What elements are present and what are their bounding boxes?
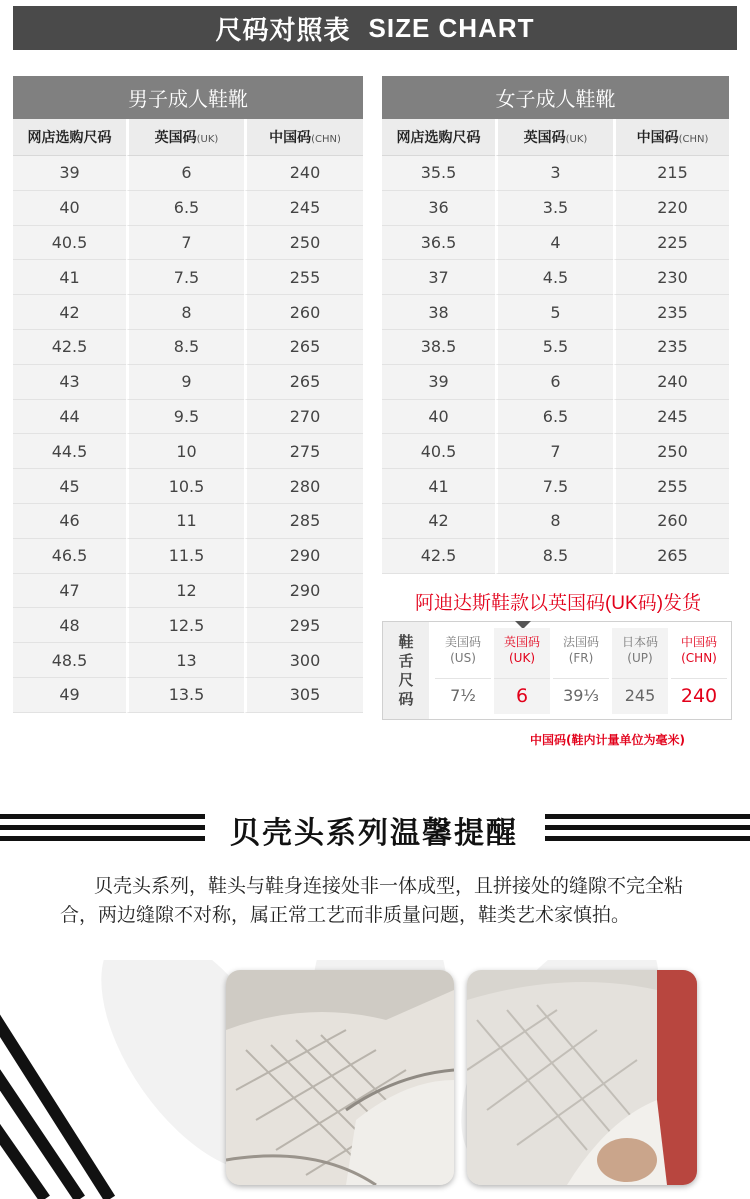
women-size-row xyxy=(382,260,729,295)
uk-size-cell: 3 xyxy=(495,156,613,191)
shop-size-cell: 36.5 xyxy=(382,226,495,261)
men-size-row xyxy=(13,678,363,713)
men-col-uk: 英国码(UK) xyxy=(126,119,244,156)
chn-size-cell: 290 xyxy=(244,539,363,574)
tongue-cell-us: 美国码 (US) 7½ xyxy=(435,628,491,714)
shop-size-cell: 43 xyxy=(13,365,126,400)
shop-size-cell: 42.5 xyxy=(13,330,126,365)
men-size-row xyxy=(13,608,363,643)
shop-size-cell: 46 xyxy=(13,504,126,539)
shell-toe-photo-1 xyxy=(226,970,454,1185)
chn-size-cell: 250 xyxy=(613,434,729,469)
uk-size-cell: 6 xyxy=(495,365,613,400)
men-size-row xyxy=(13,260,363,295)
uk-size-cell: 12 xyxy=(126,574,244,609)
size-chart-banner xyxy=(13,6,737,50)
chn-size-cell: 255 xyxy=(613,469,729,504)
chn-size-cell: 300 xyxy=(244,643,363,678)
women-col-shop: 网店选购尺码 xyxy=(382,119,495,156)
chn-size-cell: 275 xyxy=(244,434,363,469)
uk-size-cell: 7.5 xyxy=(126,260,244,295)
men-table-title: 男子成人鞋靴 xyxy=(13,76,363,119)
chn-size-cell: 270 xyxy=(244,400,363,435)
chn-size-cell: 265 xyxy=(244,330,363,365)
women-size-row xyxy=(382,295,729,330)
uk-size-cell: 8 xyxy=(126,295,244,330)
shop-size-cell: 44.5 xyxy=(13,434,126,469)
uk-size-cell: 13 xyxy=(126,643,244,678)
shop-size-cell: 42.5 xyxy=(382,539,495,574)
shop-size-cell: 45 xyxy=(13,469,126,504)
men-size-row xyxy=(13,226,363,261)
chn-size-cell: 255 xyxy=(244,260,363,295)
women-size-row xyxy=(382,400,729,435)
shop-size-cell: 41 xyxy=(13,260,126,295)
shop-size-cell: 40 xyxy=(13,191,126,226)
shop-size-cell: 36 xyxy=(382,191,495,226)
tongue-size-label xyxy=(382,621,732,720)
chn-size-cell: 215 xyxy=(613,156,729,191)
chn-size-cell: 280 xyxy=(244,469,363,504)
chn-size-cell: 235 xyxy=(613,295,729,330)
men-size-table xyxy=(13,76,363,713)
women-size-row xyxy=(382,191,729,226)
uk-size-cell: 11.5 xyxy=(126,539,244,574)
shop-size-cell: 38.5 xyxy=(382,330,495,365)
chn-size-cell: 240 xyxy=(244,156,363,191)
uk-size-cell: 8.5 xyxy=(126,330,244,365)
men-size-row xyxy=(13,400,363,435)
men-col-chn: 中国码(CHN) xyxy=(244,119,363,156)
shop-size-cell: 47 xyxy=(13,574,126,609)
shop-size-cell: 46.5 xyxy=(13,539,126,574)
women-size-row xyxy=(382,469,729,504)
shop-size-cell: 42 xyxy=(382,504,495,539)
chn-size-cell: 250 xyxy=(244,226,363,261)
men-size-row xyxy=(13,434,363,469)
uk-size-cell: 7.5 xyxy=(495,469,613,504)
uk-size-cell: 6.5 xyxy=(126,191,244,226)
women-size-row xyxy=(382,330,729,365)
uk-size-shipping-note: 阿迪达斯鞋款以英国码(UK码)发货 xyxy=(414,593,702,614)
shop-size-cell: 41 xyxy=(382,469,495,504)
men-size-row xyxy=(13,295,363,330)
chn-size-cell: 295 xyxy=(244,608,363,643)
reminder-title: 贝壳头系列温馨提醒 xyxy=(230,816,518,851)
uk-size-cell: 11 xyxy=(126,504,244,539)
uk-size-cell: 6.5 xyxy=(495,400,613,435)
shop-size-cell: 39 xyxy=(382,365,495,400)
chn-size-cell: 305 xyxy=(244,678,363,713)
men-size-row xyxy=(13,539,363,574)
women-size-row xyxy=(382,226,729,261)
men-size-row xyxy=(13,330,363,365)
chn-size-cell: 235 xyxy=(613,330,729,365)
uk-size-cell: 3.5 xyxy=(495,191,613,226)
mm-unit-note: 中国码(鞋内计量单位为毫米) xyxy=(530,733,685,747)
chn-size-cell: 260 xyxy=(613,504,729,539)
uk-size-cell: 10 xyxy=(126,434,244,469)
uk-size-cell: 10.5 xyxy=(126,469,244,504)
men-col-shop: 网店选购尺码 xyxy=(13,119,126,156)
uk-size-cell: 5.5 xyxy=(495,330,613,365)
women-size-table xyxy=(382,76,729,574)
uk-size-cell: 9 xyxy=(126,365,244,400)
women-table-title: 女子成人鞋靴 xyxy=(382,76,729,119)
uk-size-cell: 8 xyxy=(495,504,613,539)
chn-size-cell: 245 xyxy=(244,191,363,226)
men-size-row xyxy=(13,643,363,678)
shop-size-cell: 38 xyxy=(382,295,495,330)
shop-size-cell: 40 xyxy=(382,400,495,435)
uk-size-cell: 6 xyxy=(126,156,244,191)
women-col-chn: 中国码(CHN) xyxy=(613,119,729,156)
shop-size-cell: 48 xyxy=(13,608,126,643)
chn-size-cell: 285 xyxy=(244,504,363,539)
shop-size-cell: 40.5 xyxy=(382,434,495,469)
banner-title-en: SIZE CHART xyxy=(368,12,535,43)
shop-size-cell: 37 xyxy=(382,260,495,295)
uk-size-cell: 4 xyxy=(495,226,613,261)
uk-size-cell: 8.5 xyxy=(495,539,613,574)
chn-size-cell: 265 xyxy=(244,365,363,400)
shell-toe-photo-2 xyxy=(467,970,697,1185)
chn-size-cell: 240 xyxy=(613,365,729,400)
chn-size-cell: 260 xyxy=(244,295,363,330)
shop-size-cell: 42 xyxy=(13,295,126,330)
banner-title-cn: 尺码对照表 xyxy=(215,14,351,45)
women-col-uk: 英国码(UK) xyxy=(495,119,613,156)
women-size-row xyxy=(382,504,729,539)
tongue-cell-fr: 法国码 (FR) 39⅓ xyxy=(553,628,609,714)
women-size-row xyxy=(382,365,729,400)
men-size-row xyxy=(13,469,363,504)
shop-size-cell: 48.5 xyxy=(13,643,126,678)
uk-size-cell: 12.5 xyxy=(126,608,244,643)
right-stripes xyxy=(545,814,750,844)
shop-size-cell: 49 xyxy=(13,678,126,713)
men-size-row xyxy=(13,191,363,226)
uk-size-cell: 9.5 xyxy=(126,400,244,435)
tongue-cell-uk: 英国码 (UK) 6 xyxy=(494,628,550,714)
tongue-cell-jp: 日本码 (UP) 245 xyxy=(612,628,668,714)
men-size-row xyxy=(13,365,363,400)
uk-size-cell: 13.5 xyxy=(126,678,244,713)
chn-size-cell: 265 xyxy=(613,539,729,574)
men-size-row xyxy=(13,574,363,609)
women-size-row xyxy=(382,434,729,469)
shop-size-cell: 40.5 xyxy=(13,226,126,261)
tongue-cell-chn: 中国码 (CHN) 240 xyxy=(671,628,727,714)
tongue-label: 鞋 舌 尺 码 xyxy=(383,622,429,719)
reminder-text: 贝壳头系列，鞋头与鞋身连接处非一体成型，且拼接处的缝隙不完全粘合，两边缝隙不对称，属正常工艺而非质量问题，鞋类艺术家慎拍。 xyxy=(60,875,684,926)
shop-size-cell: 35.5 xyxy=(382,156,495,191)
shop-size-cell: 39 xyxy=(13,156,126,191)
chn-size-cell: 220 xyxy=(613,191,729,226)
uk-size-cell: 7 xyxy=(126,226,244,261)
chn-size-cell: 290 xyxy=(244,574,363,609)
men-size-row xyxy=(13,156,363,191)
uk-size-cell: 7 xyxy=(495,434,613,469)
women-size-row xyxy=(382,156,729,191)
women-size-row xyxy=(382,539,729,574)
uk-size-cell: 5 xyxy=(495,295,613,330)
men-size-row xyxy=(13,504,363,539)
uk-size-cell: 4.5 xyxy=(495,260,613,295)
chn-size-cell: 225 xyxy=(613,226,729,261)
chn-size-cell: 230 xyxy=(613,260,729,295)
shop-size-cell: 44 xyxy=(13,400,126,435)
chn-size-cell: 245 xyxy=(613,400,729,435)
left-stripes xyxy=(0,814,205,844)
